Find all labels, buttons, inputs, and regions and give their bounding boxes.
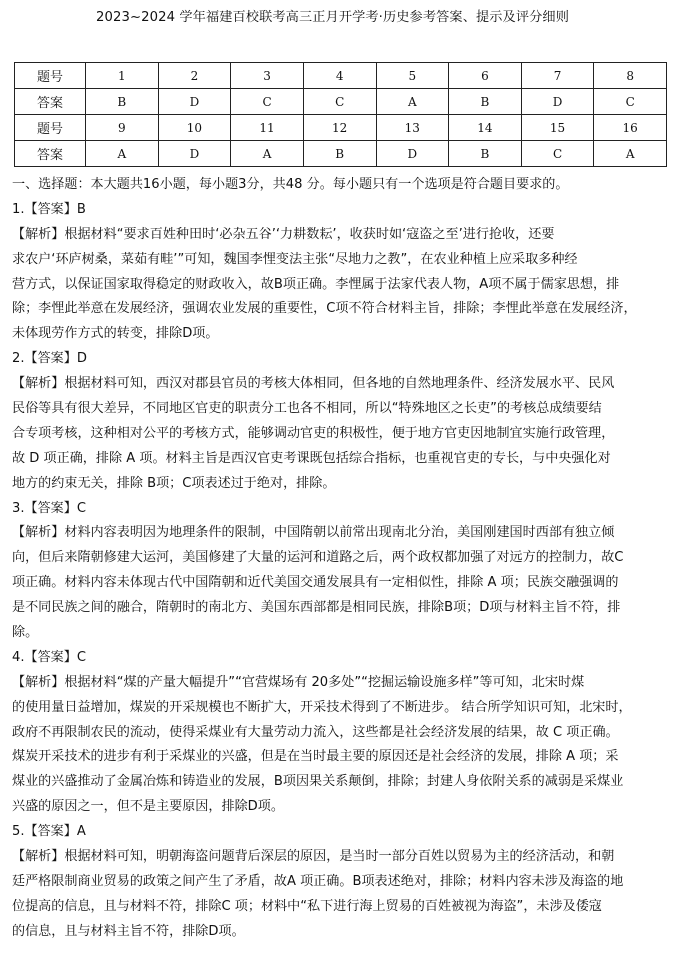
text-line: 合专项考核，这种相对公平的考核方式，能够调动官吏的积极性，便于地方官吏因地制宜实施行政管理，: [12, 425, 615, 441]
table-cell: C: [231, 89, 304, 115]
table-cell: B: [449, 141, 522, 167]
text-line: 地方的约束无关，排除 B项；C项表述过于绝对，排除。: [12, 475, 336, 491]
table-cell: C: [303, 89, 376, 115]
text-line: 政府不再限制农民的流动，使得采煤业有大量劳动力流入，这些都是社会经济发展的结果，故 C 项正确。: [12, 724, 619, 740]
row-label: 题号: [15, 63, 86, 89]
table-cell: B: [449, 89, 522, 115]
table-cell: B: [86, 89, 159, 115]
table-cell: A: [376, 89, 449, 115]
table-cell: 2: [158, 63, 231, 89]
table-cell: 7: [521, 63, 594, 89]
text-line: 2.【答案】D: [12, 351, 87, 367]
text-line: 未体现劳作方式的转变，排除D项。: [12, 326, 219, 342]
text-line: 的信息，且与材料主旨不符，排除D项。: [12, 923, 245, 939]
table-cell: 3: [231, 63, 304, 89]
text-line: 【解析】材料内容表明因为地理条件的限制，中国隋朝以前常出现南北分治，美国刚建国时西部有独立倾: [12, 525, 615, 541]
table-cell: 6: [449, 63, 522, 89]
text-line: 【解析】根据材料可知，西汉对郡县官员的考核大体相同，但各地的自然地理条件、经济发展水平、民风: [12, 376, 615, 392]
text-line: 煤炭开采技术的进步有利于采煤业的兴盛，但是在当时最主要的原因还是社会经济的发展，排除 A 项；采: [12, 749, 619, 765]
table-cell: A: [231, 141, 304, 167]
table-cell: B: [303, 141, 376, 167]
table-cell: 10: [158, 115, 231, 141]
table-cell: 11: [231, 115, 304, 141]
text-line: 故 D 项正确，排除 A 项。材料主旨是西汉官吏考课既包括综合指标，也重视官吏的专长，与中央强化对: [12, 450, 611, 466]
table-cell: A: [86, 141, 159, 167]
text-line: 廷严格限制商业贸易的政策之间产生了矛盾，故A 项正确。B项表述绝对，排除；材料内容未涉及海盗的地: [12, 873, 624, 889]
text-line: 的使用量日益增加，煤炭的开采规模也不断扩大，开采技术得到了不断进步。 结合所学知识可知，北宋时，: [12, 699, 632, 715]
text-line: 求农户‘环庐树桑，菜茹有畦’”可知，魏国李悝变法主张“尽地力之教”，在农业种植上应采取多种经: [12, 251, 578, 267]
table-cell: 13: [376, 115, 449, 141]
table-cell: 16: [594, 115, 667, 141]
table-cell: D: [158, 141, 231, 167]
text-line: 除；李悝此举意在发展经济，强调农业发展的重要性，C项不符合材料主旨，排除；李悝此举意在发展经济，: [12, 301, 637, 317]
page-title: 2023~2024 学年福建百校联考高三正月开学考·历史参考答案、提示及评分细则: [96, 10, 569, 25]
text-line: 4.【答案】C: [12, 649, 87, 665]
text-line: 向，但后来隋朝修建大运河，美国修建了大量的运河和道路之后，两个政权都加强了对远方的控制力，故C: [12, 550, 624, 566]
table-row: [15, 141, 667, 167]
text-line: 【解析】根据材料“煤的产量大幅提升”“官营煤场有 20多处”“挖掘运输设施多样”等可知，北宋时煤: [12, 674, 585, 690]
text-line: 1.【答案】B: [12, 201, 86, 217]
text-line: 【解析】根据材料“要求百姓种田时‘必杂五谷’‘力耕数耘’，收获时如‘寇盗之至’进行抢收，还要: [12, 226, 555, 242]
explanation-body: [12, 173, 680, 945]
text-line: 5.【答案】A: [12, 824, 86, 840]
table-cell: 9: [86, 115, 159, 141]
table-cell: A: [594, 141, 667, 167]
table-cell: 8: [594, 63, 667, 89]
table-cell: D: [158, 89, 231, 115]
table-cell: 1: [86, 63, 159, 89]
text-line: 是不同民族之间的融合，隋朝时的南北方、美国东西部都是相同民族，排除B项；D项与材料主旨不符，排: [12, 600, 621, 616]
table-cell: 15: [521, 115, 594, 141]
text-line: 民俗等具有很大差异，不同地区官吏的职责分工也各不相同，所以“特殊地区之长吏”的考核总成绩要结: [12, 401, 602, 417]
table-row: [15, 115, 667, 141]
table-cell: 5: [376, 63, 449, 89]
text-line: 兴盛的原因之一，但不是主要原因，排除D项。: [12, 799, 284, 815]
text-line: 一、选择题：本大题共16小题，每小题3分，共48 分。每小题只有一个选项是符合题目要求的。: [12, 177, 569, 192]
answer-table: [14, 62, 667, 167]
text-line: 营方式，以保证国家取得稳定的财政收入，故B项正确。李悝属于法家代表人物，A项不属于儒家思想，排: [12, 276, 620, 292]
table-cell: C: [594, 89, 667, 115]
table-cell: D: [376, 141, 449, 167]
row-label: 答案: [15, 89, 86, 115]
table-cell: 12: [303, 115, 376, 141]
row-label: 答案: [15, 141, 86, 167]
row-label: 题号: [15, 115, 86, 141]
text-line: 【解析】根据材料可知，明朝海盗问题背后深层的原因，是当时一部分百姓以贸易为主的经济活动，和朝: [12, 849, 615, 865]
text-line: 3.【答案】C: [12, 500, 87, 516]
text-line: 位提高的信息，且与材料不符，排除C 项；材料中“私下进行海上贸易的百姓被视为海盗”，未涉及倭寇: [12, 898, 602, 914]
table-cell: D: [521, 89, 594, 115]
text-line: 除。: [12, 625, 39, 641]
text-line: 项正确。材料内容未体现古代中国隋朝和近代美国交通发展具有一定相似性，排除 A 项；民族交融强调的: [12, 575, 619, 591]
table-cell: 4: [303, 63, 376, 89]
table-cell: 14: [449, 115, 522, 141]
table-cell: C: [521, 141, 594, 167]
text-line: 煤业的兴盛推动了金属冶炼和铸造业的发展，B项因果关系颠倒，排除；封建人身依附关系的减弱是采煤业: [12, 774, 624, 790]
table-row: [15, 89, 667, 115]
table-row: [15, 63, 667, 89]
